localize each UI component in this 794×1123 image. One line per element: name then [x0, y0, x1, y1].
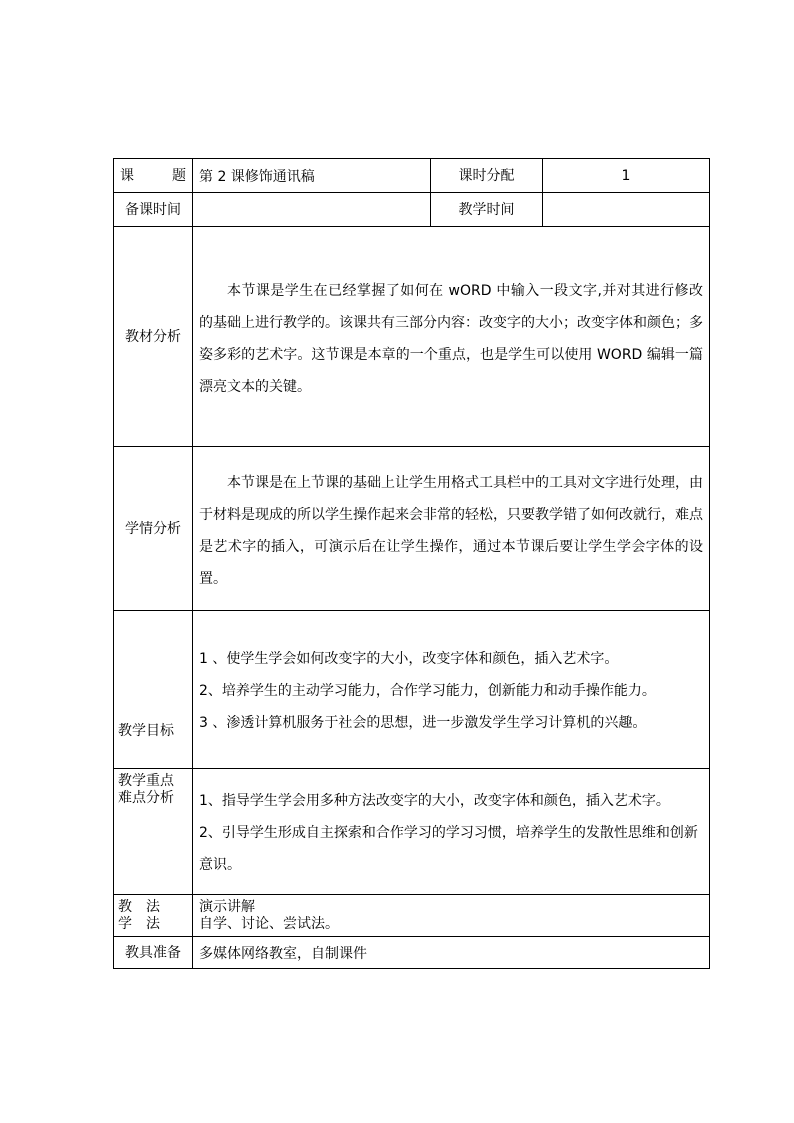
methods-cell — [193, 895, 710, 937]
learner-analysis-text: 本节课是在上节课的基础上让学生用格式工具栏中的工具对文字进行处理，由于材料是现成的所以学生操作起来会非常的轻松，只要教学错了如何改就行，难点是艺术字的插入，可演示后在让学生操作，通过本节课后要让学生学会字体的设置。 — [199, 474, 703, 587]
keypoint-item: 2、引导学生形成自主探索和合作学习的学习习惯，培养学生的发散性思维和创新意识。 — [199, 824, 698, 873]
keypoints-label — [114, 769, 193, 895]
keypoints-label-line2: 难点分析 — [118, 790, 174, 806]
material-analysis-text: 本节课是学生在已经掌握了如何在 wORD 中输入一段文字,并对其进行修改的基础上进行教学的。该课共有三部分内容：改变字的大小；改变字体和颜色；多姿多彩的艺术字。这节课是本章的一个重点，也是学生可以使用 WORD 编辑一篇漂亮文本的关键。 — [199, 282, 703, 395]
row-methods — [114, 895, 710, 937]
period-label: 课时分配 — [431, 159, 543, 193]
row-prep — [114, 193, 710, 227]
row-keypoints — [114, 769, 710, 895]
goal-item: 2、培养学生的主动学习能力，合作学习能力，创新能力和动手操作能力。 — [199, 682, 656, 699]
teaching-goals-label: 教学目标 — [114, 611, 193, 769]
teaching-goals-cell — [193, 611, 710, 769]
learner-analysis-cell — [193, 447, 710, 611]
period-value: 1 — [543, 159, 710, 193]
prep-time-label: 备课时间 — [114, 193, 193, 227]
learner-analysis-label: 学情分析 — [114, 447, 193, 611]
topic-label: 课 题 — [114, 159, 193, 193]
material-analysis-cell — [193, 227, 710, 447]
goal-item: 3 、渗透计算机服务于社会的思想，进一步激发学生学习计算机的兴趣。 — [199, 714, 647, 731]
keypoints-cell — [193, 769, 710, 895]
learning-method-value: 自学、讨论、尝试法。 — [199, 915, 339, 932]
topic-value: 第 2 课修饰通讯稿 — [193, 159, 431, 193]
goal-item: 1 、使学生学会如何改变字的大小，改变字体和颜色，插入艺术字。 — [199, 650, 619, 667]
row-goals — [114, 611, 710, 769]
prep-time-value — [193, 193, 431, 227]
row-learner — [114, 447, 710, 611]
teach-time-label: 教学时间 — [431, 193, 543, 227]
tools-label: 教具准备 — [114, 937, 193, 969]
row-material — [114, 227, 710, 447]
keypoints-label-line1: 教学重点 — [118, 773, 174, 789]
material-analysis-label: 教材分析 — [114, 227, 193, 447]
teaching-method-value: 演示讲解 — [199, 898, 255, 915]
keypoint-item: 1、指导学生学会用多种方法改变字的大小，改变字体和颜色，插入艺术字。 — [199, 792, 670, 809]
learning-method-label: 学 法 — [118, 915, 160, 932]
row-topic — [114, 159, 710, 193]
tools-value: 多媒体网络教室，自制课件 — [193, 937, 710, 969]
methods-label — [114, 895, 193, 937]
row-tools — [114, 937, 710, 969]
teaching-method-label: 教 法 — [118, 898, 160, 915]
teach-time-value — [543, 193, 710, 227]
lesson-plan-table — [113, 158, 710, 969]
